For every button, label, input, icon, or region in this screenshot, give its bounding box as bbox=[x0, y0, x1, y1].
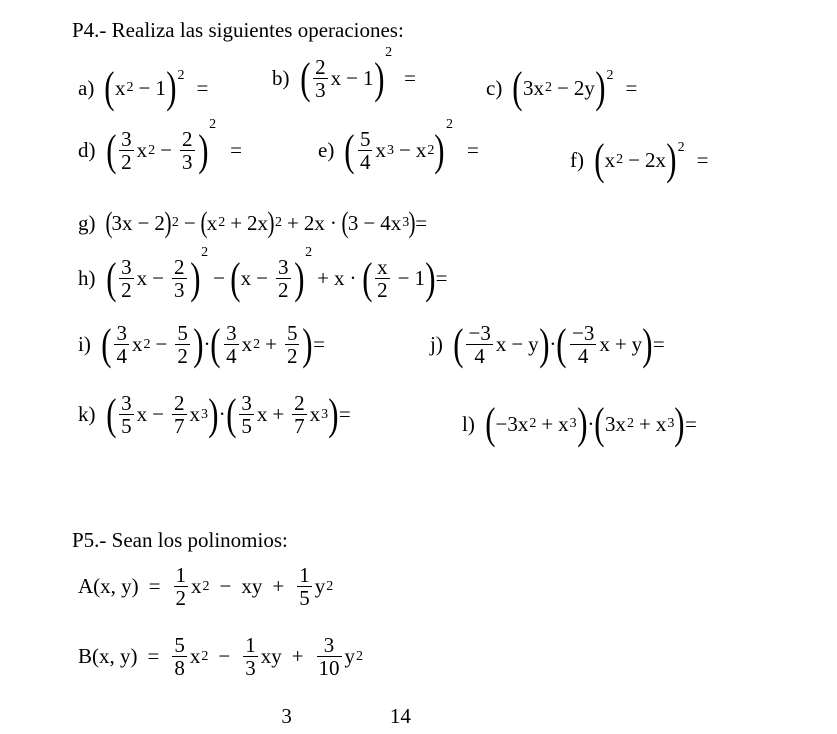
exercise-e: e) ( $\frac{5}{4}$ x 3 − x 2 ) 2 = bbox=[318, 116, 479, 175]
label-h: h) bbox=[78, 266, 96, 291]
p4-title: P4.- Realiza las siguientes operaciones: bbox=[72, 18, 404, 42]
exercise-d: d) ( $\frac{3}{2}$ x 2 − $\frac{2}{3}$ ) 2 = bbox=[78, 116, 242, 175]
exercise-k: k) ( $\frac{3}{5}$ x − $\frac{2}{7}$ x 3 ) · ( $\frac{3}{5}$ x + $\frac{2}{7}$ x 3 ) = bbox=[78, 389, 351, 439]
label-d: d) bbox=[78, 138, 96, 163]
exercise-g: g) ( 3x − 2 ) 2 − ( x 2 + 2x ) 2 + 2x · ( 3 − 4x 3 ) = bbox=[78, 206, 428, 239]
label-k: k) bbox=[78, 402, 96, 427]
polynomial-C-partial: 3 14 bbox=[281, 704, 411, 728]
exercise-j: j) ( $\frac{-3}{4}$ x − y ) · ( $\frac{-3}{4}$ x + y ) = bbox=[430, 319, 665, 369]
label-a: a) bbox=[78, 75, 95, 100]
exercise-c: c) ( 3x 2 − 2y ) 2 = bbox=[486, 63, 638, 112]
label-j: j) bbox=[430, 332, 443, 357]
label-l: l) bbox=[462, 411, 475, 436]
label-A: A(x, y) bbox=[78, 574, 139, 599]
label-i: i) bbox=[78, 332, 91, 357]
polynomial-B: B(x, y) = $\frac{5}{8}$ x 2 − $\frac{1}{3}$ xy + $\frac{3}{10}$ y 2 bbox=[78, 633, 364, 681]
exercise-h: h) ( $\frac{3}{2}$ x − $\frac{2}{3}$ ) 2 − ( x − $\frac{3}{2}$ ) 2 + x · ( $\frac{x}{2}$ − 1 ) = bbox=[78, 244, 448, 303]
label-e: e) bbox=[318, 138, 335, 163]
polynomial-A: A(x, y) = $\frac{1}{2}$ x 2 − xy + $\frac{1}{5}$ y 2 bbox=[78, 563, 334, 611]
exercise-l: l) ( −3x 2 + x 3 ) · ( 3x 2 + x 3 ) = bbox=[462, 399, 697, 448]
label-B: B(x, y) bbox=[78, 644, 138, 669]
exercise-f: f) ( x 2 − 2x ) 2 = bbox=[570, 135, 709, 184]
label-b: b) bbox=[272, 66, 290, 91]
label-f: f) bbox=[570, 147, 584, 172]
exercise-b: b) ( $\frac{2}{3}$ x − 1 ) 2 = bbox=[272, 44, 416, 103]
exercise-i: i) ( $\frac{3}{4}$ x 2 − $\frac{5}{2}$ ) · ( $\frac{3}{4}$ x 2 + $\frac{5}{2}$ ) = bbox=[78, 319, 325, 369]
exercise-a: a) ( x 2 − 1 ) 2 = bbox=[78, 63, 209, 112]
label-g: g) bbox=[78, 210, 96, 235]
p5-title: P5.- Sean los polinomios: bbox=[72, 528, 288, 552]
label-c: c) bbox=[486, 75, 503, 100]
